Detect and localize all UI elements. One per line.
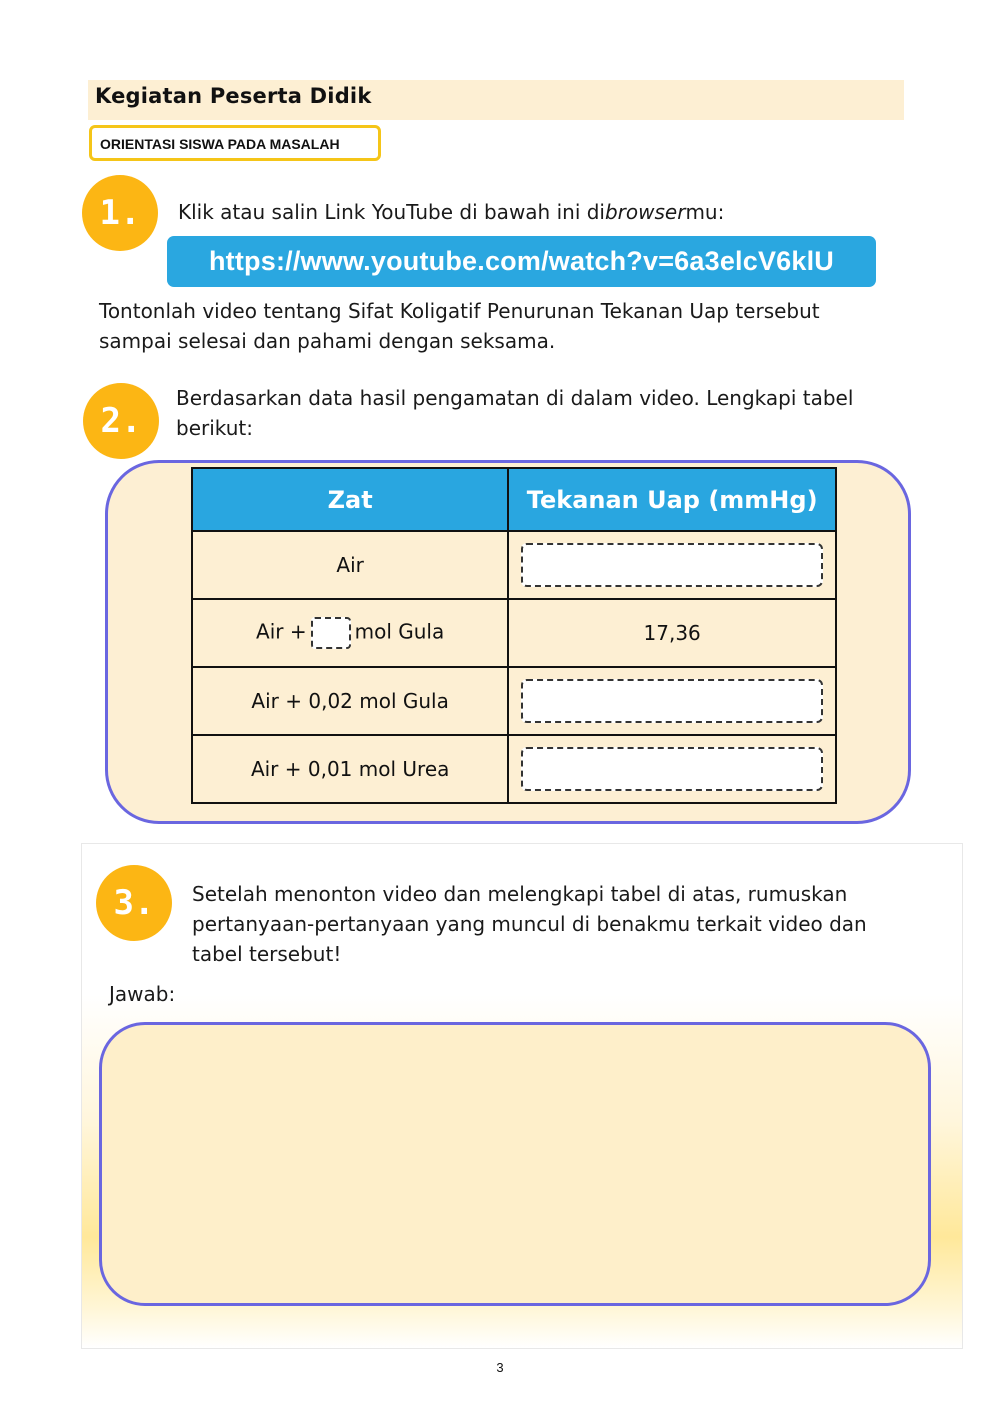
substance-cell: Air + 0,01 mol Urea [192, 735, 508, 803]
page-title: Kegiatan Peserta Didik [95, 84, 372, 108]
substance-suffix: mol Gula [354, 619, 445, 644]
pressure-cell [508, 531, 836, 599]
substance-cell [192, 599, 508, 667]
step-3-instruction-line: tabel tersebut! [192, 942, 342, 966]
step-1-paragraph-line: Tontonlah video tentang Sifat Koligatif Penurunan Tekanan Uap tersebut [99, 299, 820, 323]
column-header-substance: Zat [192, 468, 508, 531]
pressure-value: 17,36 [508, 599, 836, 667]
step-2-instruction-line: berikut: [176, 416, 254, 440]
step-1-paragraph [99, 296, 820, 356]
table-row [192, 531, 836, 599]
step-1-instruction-text: Klik atau salin Link YouTube di bawah ini di [178, 200, 605, 224]
substance-cell: Air + 0,02 mol Gula [192, 667, 508, 735]
pressure-cell [508, 667, 836, 735]
step-1-instruction-suffix: mu: [685, 200, 725, 224]
table-row [192, 599, 836, 667]
orientation-label: ORIENTASI SISWA PADA MASALAH [100, 136, 340, 152]
step-2-instruction-line: Berdasarkan data hasil pengamatan di dalam video. Lengkapi tabel [176, 386, 854, 410]
step-3-instruction-line: pertanyaan-pertanyaan yang muncul di benakmu terkait video dan [192, 912, 867, 936]
step-2-instruction [176, 383, 853, 443]
step-1-badge: 1. [82, 175, 158, 251]
substance-prefix: Air + [256, 619, 307, 644]
answer-label: Jawab: [109, 982, 176, 1006]
step-3-badge: 3. [96, 865, 172, 941]
table-row [192, 735, 836, 803]
youtube-link[interactable]: https://www.youtube.com/watch?v=6a3elcV6klU [167, 236, 876, 287]
page-number: 3 [496, 1360, 504, 1375]
step-1-paragraph-line: sampai selesai dan pahami dengan seksama. [99, 329, 556, 353]
pressure-answer-input[interactable] [521, 543, 823, 587]
step-1-instruction [178, 197, 724, 227]
observation-table [191, 467, 837, 804]
column-header-pressure: Tekanan Uap (mmHg) [508, 468, 836, 531]
pressure-answer-input[interactable] [521, 747, 823, 791]
table-row [192, 667, 836, 735]
step-1-instruction-italic: browser [604, 200, 686, 224]
step-3-instruction [192, 879, 867, 969]
mol-answer-input[interactable] [311, 617, 351, 649]
pressure-cell [508, 735, 836, 803]
answer-textarea[interactable] [99, 1022, 931, 1306]
substance-cell: Air [192, 531, 508, 599]
step-2-badge: 2. [83, 383, 159, 459]
step-3-instruction-line: Setelah menonton video dan melengkapi tabel di atas, rumuskan [192, 882, 848, 906]
pressure-answer-input[interactable] [521, 679, 823, 723]
